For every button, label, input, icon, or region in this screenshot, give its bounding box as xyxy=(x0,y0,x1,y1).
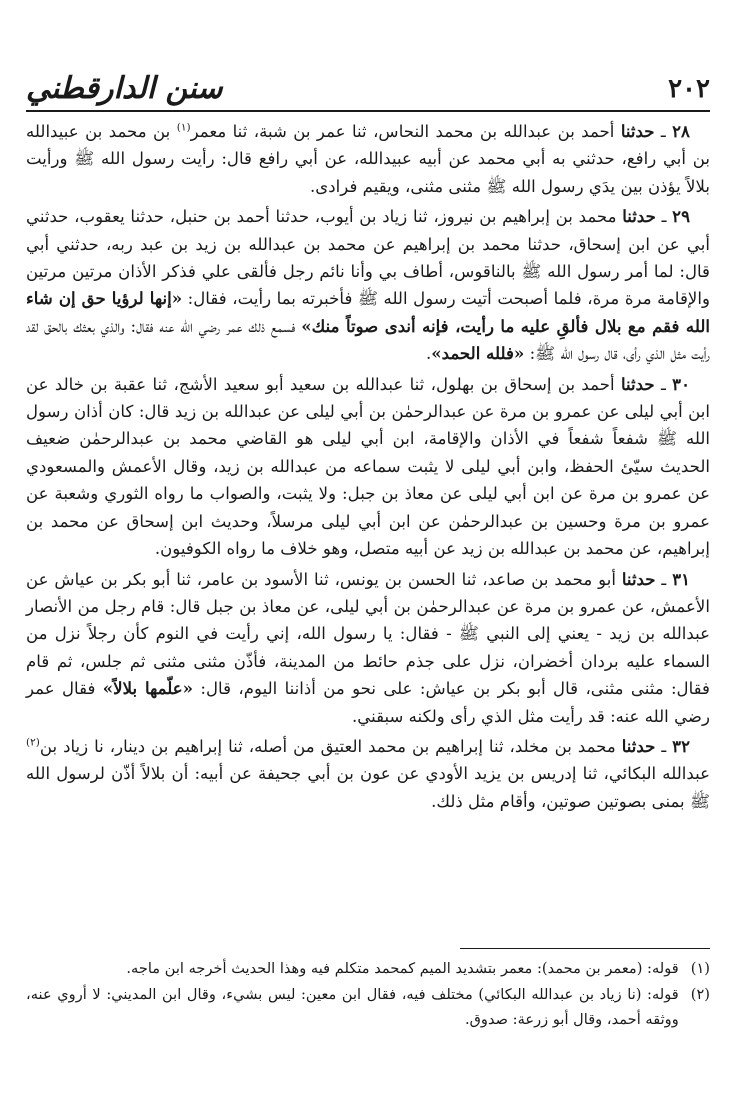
hadith-text: محمد بن مخلد، ثنا إبراهيم بن محمد العتيق من أصله، ثنا إبراهيم بن دينار، نا زياد بن xyxy=(39,736,616,756)
hadith-31: ٣١ ـ حدثنا أبو محمد بن صاعد، ثنا الحسن بن يونس، ثنا الأسود بن عامر، ثنا أبو بكر بن عياش عن الأعمش، عن عمرو بن مرة عن عبدالرحمٰن بن أبي ليلى، عن معاذ بن جبل قال: قام رجل من الأنصار عبدالله بن زيد - يعني إلى النبي ﷺ - فقال: يا رسول الله، إني رأيت في النوم كأن رجلاً نزل من السماء عليه بردان أخضران، نزل على جذم حائط من المدينة، فأذّن مثنى مثنى ثم جلس، ثم قام فقال: مثنى مثنى، قال أبو بكر بن عياش: على نحو من أذاننا اليوم، قال: «علّمها بلالاً» فقال عمر رضي الله عنه: قد رأيت مثل الذي رأى ولكنه سبقني. xyxy=(26,568,710,726)
hadith-32: ٣٢ ـ حدثنا محمد بن مخلد، ثنا إبراهيم بن محمد العتيق من أصله، ثنا إبراهيم بن دينار، نا زياد بن$^{(٢)}$ عبدالله البكائي، ثنا إدريس بن يزيد الأودي عن عون بن أبي جحيفة عن أبيه: أن بلالاً أذّن لرسول الله ﷺ بمنى بصوتين صوتين، وأقام مثل ذلك. xyxy=(26,735,710,811)
footnote-divider xyxy=(460,948,710,949)
hadith-number: ٢٩ xyxy=(672,206,690,227)
hadith-28: ٢٨ ـ حدثنا أحمد بن عبدالله بن محمد النحاس، ثنا عمر بن شبة، ثنا معمر$^{(١)}$ بن محمد بن عبيدالله بن أبي رافع، حدثني به أبي محمد عن أبيه عبيدالله، عن أبي رافع قال: رأيت رسول الله ﷺ ورأيت بلالاً يؤذن بين يدَي رسول الله ﷺ مثنى مثنى، ويقيم فرادى. xyxy=(26,121,710,196)
page-header xyxy=(26,66,710,112)
footnote-text: قوله: (نا زياد بن عبدالله البكائي) مختلف فيه، فقال ابن معين: ليس بشيء، وقال ابن المديني: لا أروي عنه، ووثقه أحمد، وقال أبو زرعة: صدوق. xyxy=(26,985,679,1028)
hadith-end: . xyxy=(425,344,432,364)
hadith-text: أحمد بن عبدالله بن محمد النحاس، ثنا عمر بن شبة، ثنا معمر xyxy=(190,122,615,141)
hadith-opening: حدثنا xyxy=(621,568,656,589)
running-title: سنن الدارقطني xyxy=(26,71,223,106)
footnote-number: (٢) xyxy=(690,985,710,1003)
main-text xyxy=(26,118,710,818)
hadith-opening: حدثنا xyxy=(620,121,655,141)
prophetic-quote: «إنها لرؤيا حق إن شاء الله فقم مع بلال فألقِ عليه ما رأيت، فإنه أندى صوتاً منك» xyxy=(26,288,710,336)
hadith-number: ٣١ xyxy=(672,568,691,589)
footnotes xyxy=(26,956,710,1033)
footnote-ref-1[interactable]: (١) xyxy=(176,121,191,134)
footnote-text: قوله: (معمر بن محمد): معمر بتشديد الميم كمحمد متكلم فيه وهذا الحديث أخرجه ابن ماجه. xyxy=(126,960,679,977)
hadith-text: فسمع ذلك عمر رضي الله عنه فقال: والذي بعثك بالحق لقد رأيت مثل الذي رأى، قال رسول الله ﷺ: xyxy=(26,316,710,364)
hadith-text: محمد بن إبراهيم بن نيروز، ثنا زياد بن أيوب، حدثنا أحمد بن حنبل، حدثنا يعقوب، حدثني أبي عن ابن إسحاق، حدثنا محمد بن إبراهيم عن محمد بن عبدالله بن زيد بن عبد ربه، حدثني أبي قال: لما أمر رسول الله ﷺ بالناقوس، أطاف بي وأنا نائم رجل فألقى علي فذكر الأذان مرتين مرتين والإقامة مرة مرة، فلما أصبحت أتيت رسول الله ﷺ فأخبرته بما رأيت، فقال: xyxy=(26,207,711,309)
hadith-number: ٢٨ xyxy=(672,121,690,141)
footnote-ref-2[interactable]: (٢) xyxy=(26,736,40,749)
hadith-text: فقال عمر رضي الله عنه: قد رأيت مثل الذي رأى ولكنه سبقني. xyxy=(26,679,710,726)
hadith-opening: حدثنا xyxy=(620,373,655,394)
footnote-2 xyxy=(26,982,710,1033)
hadith-number: ٣٠ xyxy=(672,373,690,394)
footnote-1 xyxy=(26,956,710,982)
hadith-number: ٣٢ xyxy=(672,735,690,756)
hadith-text: أبو محمد بن صاعد، ثنا الحسن بن يونس، ثنا الأسود بن عامر، ثنا أبو بكر بن عياش عن الأعمش، عن عمرو بن مرة عن عبدالرحمٰن بن أبي ليلى، عن معاذ بن جبل قال: قام رجل من الأنصار عبدالله بن زيد - يعني إلى النبي ﷺ - فقال: يا رسول الله، إني رأيت في النوم كأن رجلاً نزل من السماء عليه بردان أخضران، نزل على جذم حائط من المدينة، فأذّن مثنى مثنى ثم جلس، ثم قام فقال: مثنى مثنى، قال أبو بكر بن عياش: على نحو من أذاننا اليوم، قال: xyxy=(26,569,710,699)
hadith-text: عبدالله البكائي، ثنا إدريس بن يزيد الأودي عن عون بن أبي جحيفة عن أبيه: أن بلالاً أذّن لرسول الله ﷺ بمنى بصوتين صوتين، وأقام مثل ذلك. xyxy=(26,764,710,811)
hadith-text: بن محمد بن عبيدالله بن أبي رافع، حدثني به أبي محمد عن أبيه عبيدالله، عن أبي رافع قال: رأيت رسول الله ﷺ ورأيت بلالاً يؤذن بين يدَي رسول الله ﷺ مثنى مثنى، ويقيم فرادى. xyxy=(26,122,710,196)
hadith-opening: حدثنا xyxy=(622,206,656,227)
hadith-opening: حدثنا xyxy=(621,735,656,756)
page-number: ٢٠٢ xyxy=(668,74,710,104)
hadith-30: ٣٠ ـ حدثنا أحمد بن إسحاق بن بهلول، ثنا عبدالله بن سعيد أبو سعيد الأشج، ثنا عقبة بن خالد عن ابن أبي ليلى عن عمرو بن مرة عن عبدالرحمٰن بن أبي ليلى عن عبدالله بن زيد قال: كان أذان رسول الله ﷺ شفعاً شفعاً في الأذان والإقامة، ابن أبي ليلى هو القاضي محمد بن عبدالرحمٰن ضعيف الحديث سيّئ الحفظ، وابن أبي ليلى لا يثبت سماعه من عبدالله بن زيد، وقال الأعمش والمسعودي عن عمرو بن مرة عن ابن أبي ليلى عن معاذ بن جبل: ولا يثبت، والصواب ما رواه الثوري وشعبة عن عمرو بن مرة وحسين بن عبدالرحمٰن عن ابن أبي ليلى مرسلاً، وحديث ابن إسحاق عن محمد بن إبراهيم، عن محمد بن عبدالله بن زيد عن أبيه متصل، وهو خلاف ما رواه الكوفيون. xyxy=(26,373,711,559)
hadith-text: أحمد بن إسحاق بن بهلول، ثنا عبدالله بن سعيد أبو سعيد الأشج، ثنا عقبة بن خالد عن ابن أبي ليلى عن عمرو بن مرة عن عبدالرحمٰن بن أبي ليلى عن عبدالله بن زيد قال: كان أذان رسول الله ﷺ شفعاً شفعاً في الأذان والإقامة، ابن أبي ليلى هو القاضي محمد بن عبدالرحمٰن ضعيف الحديث سيّئ الحفظ، وابن أبي ليلى لا يثبت سماعه من عبدالله بن زيد، وقال الأعمش والمسعودي عن عمرو بن مرة عن ابن أبي ليلى عن معاذ بن جبل: ولا يثبت، والصواب ما رواه الثوري وشعبة عن عمرو بن مرة وحسين بن عبدالرحمٰن عن ابن أبي ليلى مرسلاً، وحديث ابن إسحاق عن محمد بن إبراهيم، عن محمد بن عبدالله بن زيد عن أبيه متصل، وهو خلاف ما رواه الكوفيون. xyxy=(26,374,711,559)
prophetic-quote: «علّمها بلالاً» xyxy=(102,678,194,699)
prophetic-quote: «فلله الحمد» xyxy=(431,343,525,364)
hadith-29: ٢٩ ـ حدثنا محمد بن إبراهيم بن نيروز، ثنا زياد بن أيوب، حدثنا أحمد بن حنبل، حدثنا يعقوب، حدثني أبي عن ابن إسحاق، حدثنا محمد بن إبراهيم عن محمد بن عبدالله بن زيد بن عبد ربه، حدثني أبي قال: لما أمر رسول الله ﷺ بالناقوس، أطاف بي وأنا نائم رجل فألقى علي فذكر الأذان مرتين مرتين والإقامة مرة مرة، فلما أصبحت أتيت رسول الله ﷺ فأخبرته بما رأيت، فقال: «إنها لرؤيا حق إن شاء الله فقم مع بلال فألقِ عليه ما رأيت، فإنه أندى صوتاً منك» فسمع ذلك عمر رضي الله عنه فقال: والذي بعثك بالحق لقد رأيت مثل الذي رأى، قال رسول الله ﷺ: «فلله الحمد». xyxy=(26,206,711,364)
footnote-number: (١) xyxy=(690,960,710,977)
